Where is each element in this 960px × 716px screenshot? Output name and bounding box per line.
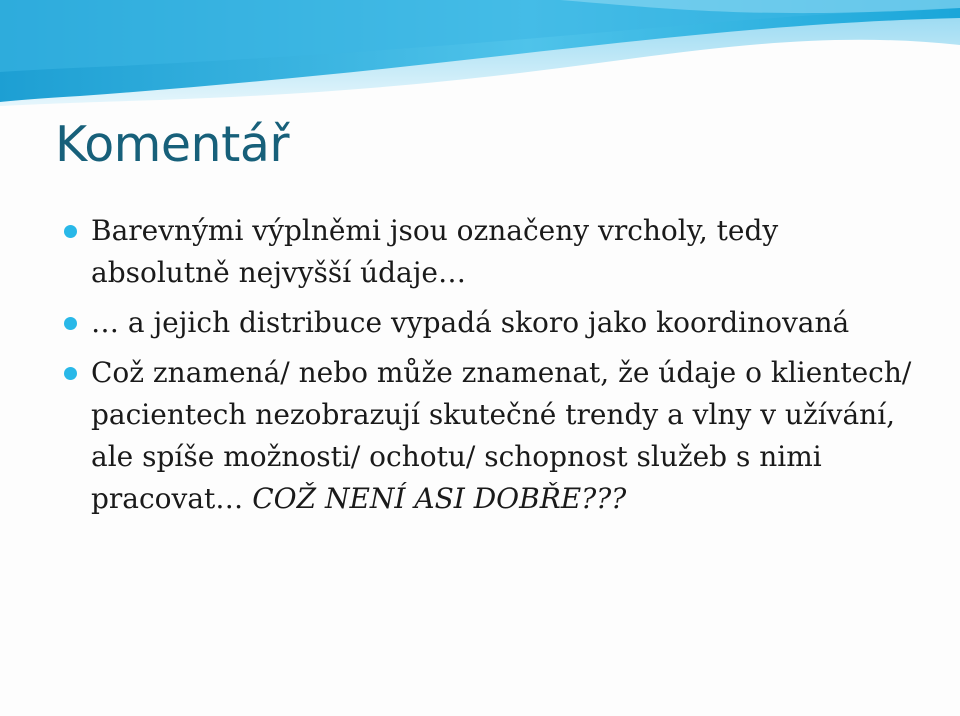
bullet-dot-icon [64,367,77,380]
header-wave-decoration [0,0,960,120]
bullet-item-3 [60,352,920,520]
bullet-item-1 [60,210,920,294]
slide-title: Komentář [55,116,289,173]
bullet-item-2 [60,302,920,344]
bullet-list [60,210,920,528]
bullet-dot-icon [64,225,77,238]
bullet-emphasis: COŽ NENÍ ASI DOBŘE??? [252,482,627,515]
bullet-text: Barevnými výplněmi jsou označeny vrcholy, tedy absolutně nejvyšší údaje… [91,214,779,289]
bullet-dot-icon [64,317,77,330]
bullet-text: … a jejich distribuce vypadá skoro jako koordinovaná [91,306,850,339]
bullet-text: Což znamená/ nebo může znamenat, že údaje o klientech/ pacientech nezobrazují skutečné trendy a vlny v užívání, ale spíše možnosti/ ochotu/ schopnost služeb s nimi pracovat… [91,356,912,515]
